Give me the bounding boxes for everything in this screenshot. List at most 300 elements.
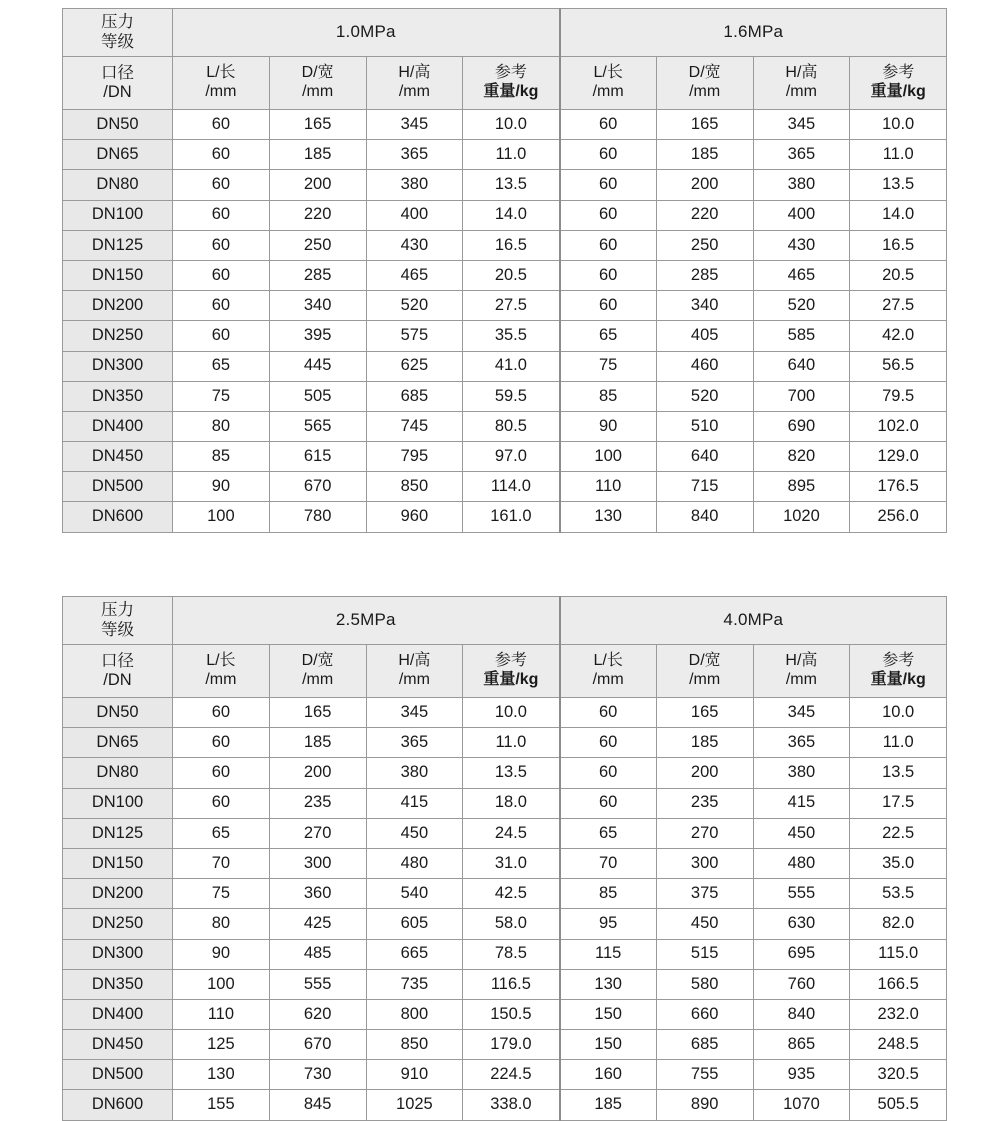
metric-header bbox=[656, 645, 753, 698]
value-cell: 755 bbox=[656, 1060, 753, 1090]
value-cell: 16.5 bbox=[850, 230, 947, 260]
header-row-pressure bbox=[63, 597, 947, 645]
table-row bbox=[63, 1090, 947, 1120]
value-cell: 665 bbox=[366, 939, 463, 969]
dn-cell: DN65 bbox=[63, 140, 173, 170]
value-cell: 161.0 bbox=[463, 502, 560, 532]
dn-cell: DN600 bbox=[63, 1090, 173, 1120]
table-row bbox=[63, 848, 947, 878]
value-cell: 130 bbox=[560, 502, 657, 532]
metric-header bbox=[173, 57, 270, 110]
metric-header-line2: /mm bbox=[689, 83, 721, 100]
value-cell: 1070 bbox=[753, 1090, 850, 1120]
table-header bbox=[63, 9, 947, 110]
table-row bbox=[63, 909, 947, 939]
header-row-pressure bbox=[63, 9, 947, 57]
value-cell: 395 bbox=[269, 321, 366, 351]
metric-header-line1: 参考 bbox=[882, 652, 915, 670]
value-cell: 745 bbox=[366, 411, 463, 441]
dn-column-label bbox=[63, 57, 173, 110]
value-cell: 130 bbox=[173, 1060, 270, 1090]
pressure-level-label bbox=[63, 597, 173, 645]
metric-header-line1: D/宽 bbox=[301, 64, 334, 82]
metric-header-line2: /mm bbox=[398, 83, 430, 100]
dn-label-line1: 口径 bbox=[101, 651, 134, 670]
value-cell: 165 bbox=[269, 110, 366, 140]
value-cell: 60 bbox=[560, 788, 657, 818]
value-cell: 685 bbox=[366, 381, 463, 411]
value-cell: 935 bbox=[753, 1060, 850, 1090]
value-cell: 235 bbox=[269, 788, 366, 818]
value-cell: 580 bbox=[656, 969, 753, 999]
value-cell: 60 bbox=[173, 200, 270, 230]
value-cell: 200 bbox=[656, 758, 753, 788]
table-row bbox=[63, 442, 947, 472]
value-cell: 42.5 bbox=[463, 879, 560, 909]
metric-header-line1: H/高 bbox=[398, 64, 431, 82]
value-cell: 845 bbox=[269, 1090, 366, 1120]
table-row bbox=[63, 200, 947, 230]
dn-cell: DN250 bbox=[63, 321, 173, 351]
metric-header-line2: 重量/kg bbox=[870, 83, 926, 100]
value-cell: 60 bbox=[560, 200, 657, 230]
metric-header-line1: 参考 bbox=[882, 64, 915, 82]
metric-header-line1: 参考 bbox=[494, 64, 527, 82]
value-cell: 820 bbox=[753, 442, 850, 472]
value-cell: 20.5 bbox=[463, 260, 560, 290]
table-row bbox=[63, 1060, 947, 1090]
value-cell: 340 bbox=[269, 291, 366, 321]
value-cell: 345 bbox=[753, 110, 850, 140]
pressure-label-line2: 等级 bbox=[101, 32, 134, 51]
value-cell: 690 bbox=[753, 411, 850, 441]
pressure-level-label bbox=[63, 9, 173, 57]
value-cell: 60 bbox=[560, 170, 657, 200]
value-cell: 60 bbox=[560, 291, 657, 321]
metric-header-line1: L/长 bbox=[206, 64, 236, 82]
value-cell: 79.5 bbox=[850, 381, 947, 411]
value-cell: 1025 bbox=[366, 1090, 463, 1120]
value-cell: 60 bbox=[560, 758, 657, 788]
value-cell: 65 bbox=[560, 818, 657, 848]
value-cell: 185 bbox=[269, 140, 366, 170]
metric-header-line2: /mm bbox=[398, 671, 430, 688]
table-row bbox=[63, 472, 947, 502]
value-cell: 160 bbox=[560, 1060, 657, 1090]
dn-cell: DN250 bbox=[63, 909, 173, 939]
value-cell: 60 bbox=[173, 728, 270, 758]
value-cell: 60 bbox=[173, 698, 270, 728]
value-cell: 345 bbox=[366, 110, 463, 140]
metric-header-line1: D/宽 bbox=[688, 64, 721, 82]
metric-header bbox=[366, 57, 463, 110]
value-cell: 95 bbox=[560, 909, 657, 939]
dn-cell: DN600 bbox=[63, 502, 173, 532]
value-cell: 70 bbox=[173, 848, 270, 878]
dn-cell: DN350 bbox=[63, 381, 173, 411]
metric-header-line1: H/高 bbox=[785, 64, 818, 82]
dn-cell: DN400 bbox=[63, 999, 173, 1029]
value-cell: 80.5 bbox=[463, 411, 560, 441]
value-cell: 685 bbox=[656, 1030, 753, 1060]
pressure-group-header: 1.0MPa bbox=[173, 9, 560, 57]
value-cell: 415 bbox=[366, 788, 463, 818]
metric-header-line1: H/高 bbox=[398, 652, 431, 670]
value-cell: 90 bbox=[560, 411, 657, 441]
value-cell: 60 bbox=[560, 110, 657, 140]
value-cell: 585 bbox=[753, 321, 850, 351]
value-cell: 620 bbox=[269, 999, 366, 1029]
value-cell: 56.5 bbox=[850, 351, 947, 381]
value-cell: 520 bbox=[753, 291, 850, 321]
pressure-label-line1: 压力 bbox=[101, 13, 134, 32]
value-cell: 365 bbox=[753, 140, 850, 170]
value-cell: 200 bbox=[656, 170, 753, 200]
value-cell: 340 bbox=[656, 291, 753, 321]
pressure-label-line2: 等级 bbox=[101, 620, 134, 639]
dn-cell: DN200 bbox=[63, 879, 173, 909]
value-cell: 17.5 bbox=[850, 788, 947, 818]
value-cell: 250 bbox=[269, 230, 366, 260]
value-cell: 220 bbox=[269, 200, 366, 230]
value-cell: 20.5 bbox=[850, 260, 947, 290]
value-cell: 460 bbox=[656, 351, 753, 381]
pressure-label-line1: 压力 bbox=[101, 601, 134, 620]
metric-header bbox=[560, 645, 657, 698]
value-cell: 10.0 bbox=[463, 698, 560, 728]
table-row bbox=[63, 502, 947, 532]
value-cell: 380 bbox=[366, 170, 463, 200]
value-cell: 80 bbox=[173, 909, 270, 939]
value-cell: 840 bbox=[753, 999, 850, 1029]
value-cell: 115 bbox=[560, 939, 657, 969]
value-cell: 445 bbox=[269, 351, 366, 381]
header-row-metrics bbox=[63, 57, 947, 110]
dn-cell: DN400 bbox=[63, 411, 173, 441]
value-cell: 185 bbox=[656, 140, 753, 170]
metric-header bbox=[850, 57, 947, 110]
value-cell: 840 bbox=[656, 502, 753, 532]
value-cell: 430 bbox=[753, 230, 850, 260]
value-cell: 625 bbox=[366, 351, 463, 381]
table-row bbox=[63, 999, 947, 1029]
value-cell: 97.0 bbox=[463, 442, 560, 472]
value-cell: 18.0 bbox=[463, 788, 560, 818]
dn-cell: DN300 bbox=[63, 351, 173, 381]
pressure-group-header: 1.6MPa bbox=[560, 9, 947, 57]
value-cell: 520 bbox=[366, 291, 463, 321]
value-cell: 60 bbox=[173, 321, 270, 351]
table-row bbox=[63, 728, 947, 758]
value-cell: 70 bbox=[560, 848, 657, 878]
value-cell: 795 bbox=[366, 442, 463, 472]
value-cell: 130 bbox=[560, 969, 657, 999]
value-cell: 670 bbox=[269, 472, 366, 502]
value-cell: 715 bbox=[656, 472, 753, 502]
metric-header bbox=[366, 645, 463, 698]
spec-table bbox=[62, 8, 947, 533]
value-cell: 425 bbox=[269, 909, 366, 939]
value-cell: 910 bbox=[366, 1060, 463, 1090]
table-row bbox=[63, 818, 947, 848]
metric-header-line1: 参考 bbox=[494, 652, 527, 670]
metric-header bbox=[753, 57, 850, 110]
value-cell: 60 bbox=[560, 260, 657, 290]
metric-header-line2: /mm bbox=[205, 83, 237, 100]
value-cell: 35.5 bbox=[463, 321, 560, 351]
value-cell: 11.0 bbox=[850, 140, 947, 170]
metric-header-line1: D/宽 bbox=[688, 652, 721, 670]
value-cell: 100 bbox=[560, 442, 657, 472]
dn-cell: DN65 bbox=[63, 728, 173, 758]
value-cell: 300 bbox=[656, 848, 753, 878]
value-cell: 60 bbox=[173, 140, 270, 170]
value-cell: 450 bbox=[366, 818, 463, 848]
value-cell: 14.0 bbox=[463, 200, 560, 230]
value-cell: 505.5 bbox=[850, 1090, 947, 1120]
value-cell: 415 bbox=[753, 788, 850, 818]
metric-header bbox=[753, 645, 850, 698]
value-cell: 365 bbox=[366, 728, 463, 758]
table-row bbox=[63, 879, 947, 909]
value-cell: 100 bbox=[173, 502, 270, 532]
value-cell: 465 bbox=[366, 260, 463, 290]
dn-cell: DN150 bbox=[63, 260, 173, 290]
value-cell: 200 bbox=[269, 758, 366, 788]
spec-table bbox=[62, 596, 947, 1121]
dn-column-label bbox=[63, 645, 173, 698]
value-cell: 338.0 bbox=[463, 1090, 560, 1120]
metric-header-line2: /mm bbox=[302, 83, 334, 100]
value-cell: 200 bbox=[269, 170, 366, 200]
metric-header-line1: L/长 bbox=[206, 652, 236, 670]
pressure-group-header: 4.0MPa bbox=[560, 597, 947, 645]
header-row-metrics bbox=[63, 645, 947, 698]
metric-header-line1: L/长 bbox=[593, 64, 623, 82]
value-cell: 375 bbox=[656, 879, 753, 909]
value-cell: 185 bbox=[269, 728, 366, 758]
value-cell: 75 bbox=[560, 351, 657, 381]
value-cell: 505 bbox=[269, 381, 366, 411]
value-cell: 780 bbox=[269, 502, 366, 532]
value-cell: 565 bbox=[269, 411, 366, 441]
metric-header-line2: /mm bbox=[592, 83, 624, 100]
value-cell: 450 bbox=[753, 818, 850, 848]
value-cell: 730 bbox=[269, 1060, 366, 1090]
value-cell: 224.5 bbox=[463, 1060, 560, 1090]
value-cell: 575 bbox=[366, 321, 463, 351]
value-cell: 102.0 bbox=[850, 411, 947, 441]
dn-cell: DN125 bbox=[63, 230, 173, 260]
dn-label-line1: 口径 bbox=[101, 63, 134, 82]
value-cell: 700 bbox=[753, 381, 850, 411]
value-cell: 850 bbox=[366, 472, 463, 502]
spec-table-block-1 bbox=[62, 8, 946, 533]
value-cell: 53.5 bbox=[850, 879, 947, 909]
value-cell: 42.0 bbox=[850, 321, 947, 351]
table-row bbox=[63, 381, 947, 411]
dn-cell: DN80 bbox=[63, 758, 173, 788]
value-cell: 11.0 bbox=[463, 728, 560, 758]
value-cell: 150 bbox=[560, 999, 657, 1029]
metric-header-line2: /mm bbox=[592, 671, 624, 688]
value-cell: 16.5 bbox=[463, 230, 560, 260]
value-cell: 670 bbox=[269, 1030, 366, 1060]
value-cell: 116.5 bbox=[463, 969, 560, 999]
value-cell: 640 bbox=[753, 351, 850, 381]
value-cell: 166.5 bbox=[850, 969, 947, 999]
table-row bbox=[63, 939, 947, 969]
metric-header bbox=[463, 645, 560, 698]
table-row bbox=[63, 110, 947, 140]
value-cell: 640 bbox=[656, 442, 753, 472]
value-cell: 300 bbox=[269, 848, 366, 878]
value-cell: 895 bbox=[753, 472, 850, 502]
value-cell: 75 bbox=[173, 381, 270, 411]
value-cell: 345 bbox=[366, 698, 463, 728]
metric-header-line1: D/宽 bbox=[301, 652, 334, 670]
table-row bbox=[63, 321, 947, 351]
table-row bbox=[63, 788, 947, 818]
value-cell: 85 bbox=[560, 879, 657, 909]
value-cell: 13.5 bbox=[463, 170, 560, 200]
value-cell: 380 bbox=[753, 758, 850, 788]
value-cell: 320.5 bbox=[850, 1060, 947, 1090]
table-row bbox=[63, 170, 947, 200]
table-header bbox=[63, 597, 947, 698]
value-cell: 165 bbox=[269, 698, 366, 728]
dn-cell: DN500 bbox=[63, 472, 173, 502]
value-cell: 10.0 bbox=[850, 698, 947, 728]
value-cell: 27.5 bbox=[850, 291, 947, 321]
dn-cell: DN100 bbox=[63, 200, 173, 230]
metric-header bbox=[850, 645, 947, 698]
value-cell: 13.5 bbox=[850, 170, 947, 200]
value-cell: 365 bbox=[366, 140, 463, 170]
value-cell: 232.0 bbox=[850, 999, 947, 1029]
value-cell: 605 bbox=[366, 909, 463, 939]
metric-header bbox=[269, 645, 366, 698]
table-row bbox=[63, 1030, 947, 1060]
value-cell: 115.0 bbox=[850, 939, 947, 969]
value-cell: 400 bbox=[366, 200, 463, 230]
value-cell: 13.5 bbox=[850, 758, 947, 788]
value-cell: 285 bbox=[656, 260, 753, 290]
value-cell: 555 bbox=[753, 879, 850, 909]
value-cell: 60 bbox=[560, 728, 657, 758]
value-cell: 800 bbox=[366, 999, 463, 1029]
metric-header bbox=[656, 57, 753, 110]
value-cell: 11.0 bbox=[463, 140, 560, 170]
value-cell: 405 bbox=[656, 321, 753, 351]
value-cell: 27.5 bbox=[463, 291, 560, 321]
value-cell: 22.5 bbox=[850, 818, 947, 848]
value-cell: 65 bbox=[173, 351, 270, 381]
value-cell: 129.0 bbox=[850, 442, 947, 472]
value-cell: 270 bbox=[269, 818, 366, 848]
value-cell: 540 bbox=[366, 879, 463, 909]
pressure-group-header: 2.5MPa bbox=[173, 597, 560, 645]
value-cell: 60 bbox=[173, 260, 270, 290]
value-cell: 114.0 bbox=[463, 472, 560, 502]
value-cell: 60 bbox=[173, 788, 270, 818]
value-cell: 10.0 bbox=[463, 110, 560, 140]
table-row bbox=[63, 260, 947, 290]
value-cell: 365 bbox=[753, 728, 850, 758]
value-cell: 80 bbox=[173, 411, 270, 441]
dn-label-line2: /DN bbox=[103, 83, 132, 101]
dn-cell: DN100 bbox=[63, 788, 173, 818]
dn-cell: DN80 bbox=[63, 170, 173, 200]
metric-header bbox=[173, 645, 270, 698]
value-cell: 31.0 bbox=[463, 848, 560, 878]
value-cell: 890 bbox=[656, 1090, 753, 1120]
value-cell: 515 bbox=[656, 939, 753, 969]
value-cell: 78.5 bbox=[463, 939, 560, 969]
value-cell: 380 bbox=[753, 170, 850, 200]
value-cell: 60 bbox=[173, 170, 270, 200]
value-cell: 450 bbox=[656, 909, 753, 939]
table-row bbox=[63, 969, 947, 999]
value-cell: 485 bbox=[269, 939, 366, 969]
value-cell: 35.0 bbox=[850, 848, 947, 878]
value-cell: 270 bbox=[656, 818, 753, 848]
dn-cell: DN350 bbox=[63, 969, 173, 999]
value-cell: 14.0 bbox=[850, 200, 947, 230]
value-cell: 165 bbox=[656, 698, 753, 728]
value-cell: 520 bbox=[656, 381, 753, 411]
value-cell: 510 bbox=[656, 411, 753, 441]
value-cell: 60 bbox=[173, 110, 270, 140]
table-row bbox=[63, 411, 947, 441]
value-cell: 75 bbox=[173, 879, 270, 909]
value-cell: 220 bbox=[656, 200, 753, 230]
value-cell: 480 bbox=[753, 848, 850, 878]
dn-cell: DN450 bbox=[63, 442, 173, 472]
dn-cell: DN50 bbox=[63, 110, 173, 140]
value-cell: 465 bbox=[753, 260, 850, 290]
value-cell: 60 bbox=[560, 698, 657, 728]
table-row bbox=[63, 758, 947, 788]
metric-header bbox=[463, 57, 560, 110]
value-cell: 150 bbox=[560, 1030, 657, 1060]
value-cell: 11.0 bbox=[850, 728, 947, 758]
metric-header-line2: /mm bbox=[205, 671, 237, 688]
metric-header-line2: /mm bbox=[302, 671, 334, 688]
metric-header-line2: /mm bbox=[785, 671, 817, 688]
dn-label-line2: /DN bbox=[103, 671, 132, 689]
table-row bbox=[63, 351, 947, 381]
metric-header-line2: 重量/kg bbox=[870, 671, 926, 688]
table-row bbox=[63, 140, 947, 170]
metric-header bbox=[269, 57, 366, 110]
value-cell: 695 bbox=[753, 939, 850, 969]
value-cell: 90 bbox=[173, 939, 270, 969]
value-cell: 176.5 bbox=[850, 472, 947, 502]
metric-header bbox=[560, 57, 657, 110]
value-cell: 760 bbox=[753, 969, 850, 999]
value-cell: 660 bbox=[656, 999, 753, 1029]
value-cell: 60 bbox=[173, 758, 270, 788]
value-cell: 400 bbox=[753, 200, 850, 230]
dn-cell: DN150 bbox=[63, 848, 173, 878]
value-cell: 250 bbox=[656, 230, 753, 260]
value-cell: 850 bbox=[366, 1030, 463, 1060]
value-cell: 1020 bbox=[753, 502, 850, 532]
value-cell: 185 bbox=[560, 1090, 657, 1120]
value-cell: 360 bbox=[269, 879, 366, 909]
metric-header-line2: /mm bbox=[689, 671, 721, 688]
